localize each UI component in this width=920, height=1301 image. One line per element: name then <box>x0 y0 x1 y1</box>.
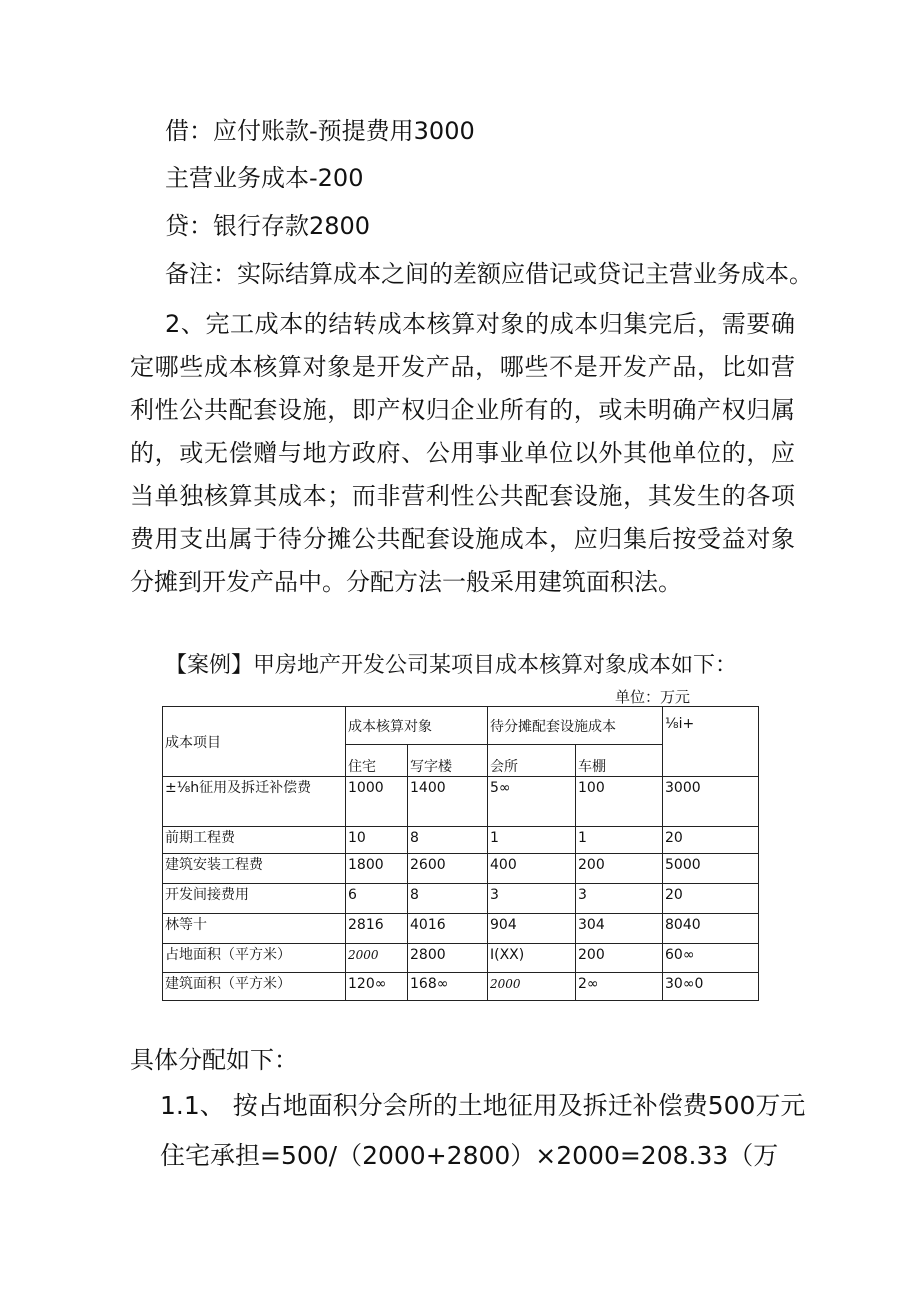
table-cell: 400 <box>488 854 576 884</box>
table-cell: 4016 <box>408 914 488 944</box>
table-cell: 2816 <box>346 914 408 944</box>
row-label: 建筑安装工程费 <box>163 854 346 884</box>
table-cell: 2∞ <box>576 973 663 1001</box>
table-cell: 1 <box>488 827 576 854</box>
table-cell: I(XX) <box>488 944 576 973</box>
allocation-line-1: 1.1、 按占地面积分会所的土地征用及拆迁补偿费500万元 <box>160 1091 806 1120</box>
table-cell: 100 <box>576 777 663 827</box>
table-row <box>163 777 759 827</box>
table-cell: 200 <box>576 944 663 973</box>
table-cell: 168∞ <box>408 973 488 1001</box>
table-cell: 2800 <box>408 944 488 973</box>
table-cell: 1800 <box>346 854 408 884</box>
table-cell: 3 <box>576 884 663 914</box>
header-office: 写字楼 <box>408 745 488 777</box>
table-cell: 8 <box>408 884 488 914</box>
unit-label: 单位：万元 <box>615 688 691 706</box>
table-cell: 30∞0 <box>663 973 759 1001</box>
cost-table <box>162 706 759 1001</box>
table-cell: 8040 <box>663 914 759 944</box>
table-cell: 1 <box>576 827 663 854</box>
table-cell: 304 <box>576 914 663 944</box>
row-label: ±⅛h征用及拆迁补偿费 <box>163 777 346 827</box>
table-cell: 120∞ <box>346 973 408 1001</box>
table-cell: 6 <box>346 884 408 914</box>
row-label: 占地面积（平方米） <box>163 944 346 973</box>
table-row <box>163 854 759 884</box>
table-cell: 200 <box>576 854 663 884</box>
table-cell: 3000 <box>663 777 759 827</box>
row-label: 前期工程费 <box>163 827 346 854</box>
table-cell: 5000 <box>663 854 759 884</box>
table-cell: 10 <box>346 827 408 854</box>
section-2-text: 2、完工成本的结转成本核算对象的成本归集完后，需要确定哪些成本核算对象是开发产品，哪些不是开发产品，比如营利性公共配套设施，即产权归企业所有的，或未明确产权归属的，或无偿赠与地方政府、公用事业单位以外其他单位的，应当单独核算其成本；而非营利性公共配套设施，其发生的各项费用支出属于待分摊公共配套设施成本，应归集后按受益对象分摊到开发产品中。分配方法一般采用建筑面积法。 <box>130 310 795 596</box>
row-label: 建筑面积（平方米） <box>163 973 346 1001</box>
header-group-1: 成本核算对象 <box>346 707 488 745</box>
table-row <box>163 914 759 944</box>
table-cell: 1400 <box>408 777 488 827</box>
header-carport: 车棚 <box>576 745 663 777</box>
note-line: 备注：实际结算成本之间的差额应借记或贷记主营业务成本。 <box>165 260 813 288</box>
table-cell: 8 <box>408 827 488 854</box>
case-title: 【案例】甲房地产开发公司某项目成本核算对象成本如下： <box>165 653 738 678</box>
table-cell: 5∞ <box>488 777 576 827</box>
cost-entry: 主营业务成本-200 <box>165 164 364 192</box>
table-row <box>163 827 759 854</box>
header-group-2: 待分摊配套设施成本 <box>488 707 663 745</box>
table-cell: 2000 <box>488 973 576 1001</box>
header-clubhouse: 会所 <box>488 745 576 777</box>
row-label: 林等十 <box>163 914 346 944</box>
table-cell: 2000 <box>346 944 408 973</box>
table-cell: 1000 <box>346 777 408 827</box>
table-cell: 20 <box>663 884 759 914</box>
credit-entry: 贷：银行存款2800 <box>165 212 371 240</box>
table-cell: 904 <box>488 914 576 944</box>
table-cell: 3 <box>488 884 576 914</box>
header-total: ⅛i+ <box>663 707 759 777</box>
table-row <box>163 944 759 973</box>
row-label: 开发间接费用 <box>163 884 346 914</box>
allocation-line-2: 住宅承担=500/（2000+2800）×2000=208.33（万 <box>160 1141 779 1170</box>
section-2-paragraph <box>130 303 795 604</box>
table-cell: 2600 <box>408 854 488 884</box>
header-item: 成本项目 <box>163 707 346 777</box>
table-row <box>163 973 759 1001</box>
header-residential: 住宅 <box>346 745 408 777</box>
table-row <box>163 884 759 914</box>
debit-entry: 借：应付账款-预提费用3000 <box>165 117 475 145</box>
allocation-title: 具体分配如下： <box>130 1046 298 1074</box>
table-cell: 60∞ <box>663 944 759 973</box>
table-cell: 20 <box>663 827 759 854</box>
